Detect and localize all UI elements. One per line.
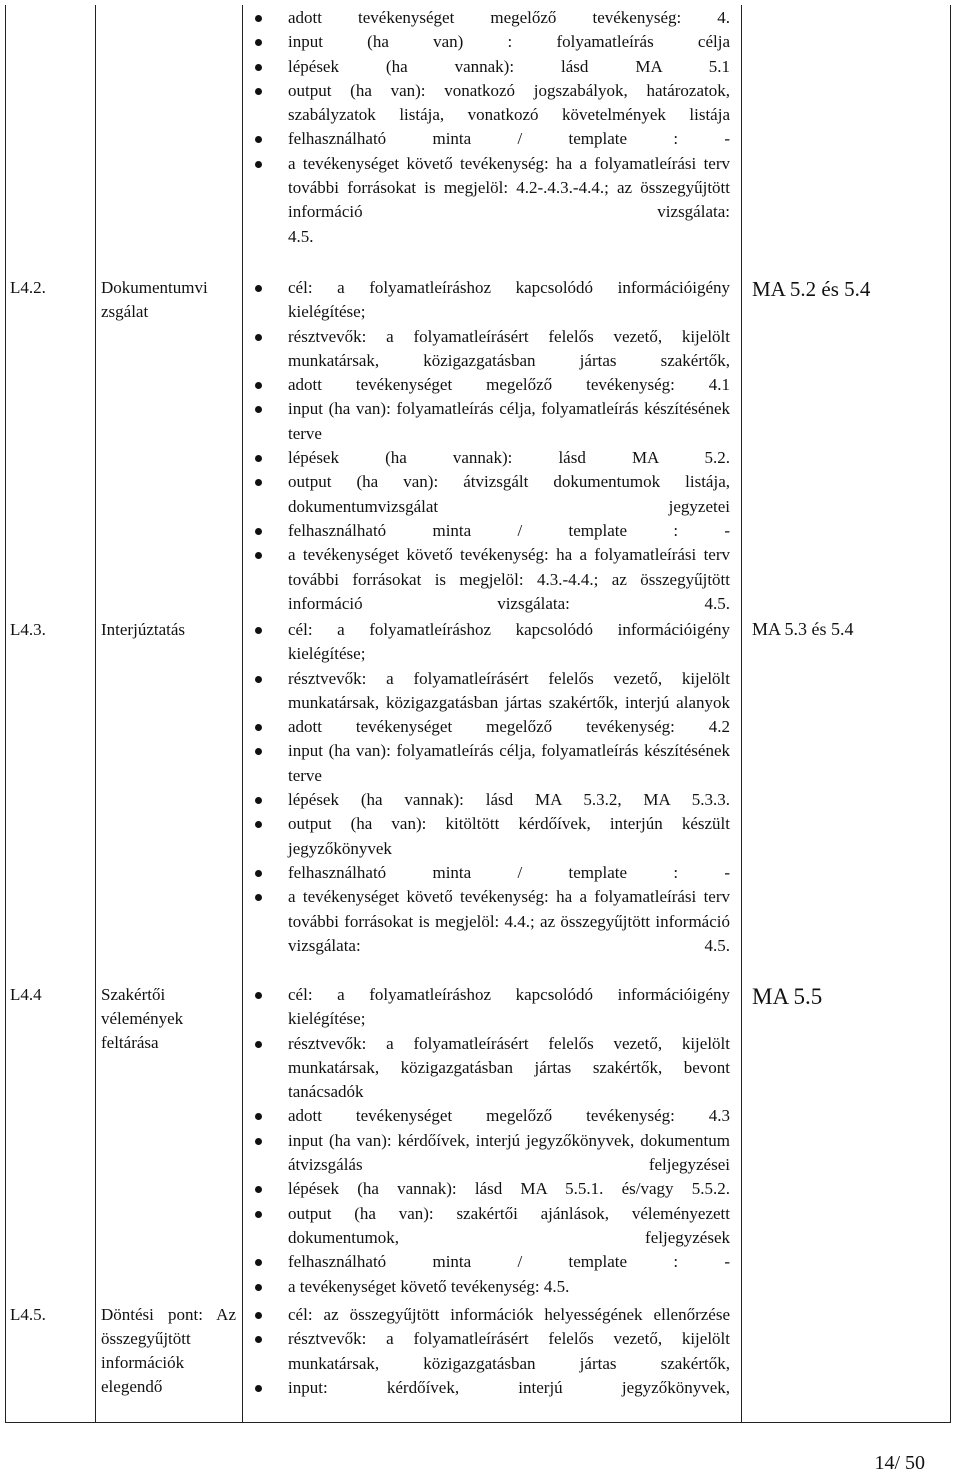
row-id: L4.4 <box>10 985 42 1004</box>
list-item: output (ha van): vonatkozó jogszabályok, határozatok, szabályzatok listája, vonatkozó követelmények listája <box>252 79 730 128</box>
list-item: felhasználható minta / template : - <box>252 861 730 885</box>
list-item: adott tevékenységet megelőző tevékenység: 4.1 <box>252 373 730 397</box>
table-border-left <box>5 5 6 1423</box>
row-id: L4.3. <box>10 620 46 639</box>
list-item: lépések (ha vannak): lásd MA 5.3.2, MA 5.3.3. <box>252 788 730 812</box>
row-name: Dokumentumvi zsgálat <box>101 278 208 321</box>
list-item: résztvevők: a folyamatleírásért felelős vezető, kijelölt munkatársak, közigazgatásban jártas szakértők, interjú alanyok <box>252 667 730 716</box>
list-item: input (ha van) : folyamatleírás célja <box>252 30 730 54</box>
list-item: input (ha van): folyamatleírás célja, folyamatleírás készítésének terve <box>252 397 730 446</box>
list-item: cél: az összegyűjtött információk helyességének ellenőrzése <box>252 1303 730 1327</box>
list-item: input: kérdőívek, interjú jegyzőkönyvek, <box>252 1376 730 1400</box>
row-name: Szakértői vélemények feltárása <box>101 985 184 1052</box>
list-item: adott tevékenységet megelőző tevékenység: 4. <box>252 6 730 30</box>
row-name: Interjúztatás <box>101 620 186 639</box>
list-item: a tevékenységet követő tevékenység: ha a folyamatleírási terv további forrásokat is megjelöl: 4.3.-4.4.; az összegyűjtött információ vizsgálata: 4.5. <box>252 543 730 616</box>
table-border-bottom <box>5 1422 951 1423</box>
list-item: résztvevők: a folyamatleírásért felelős vezető, kijelölt munkatársak, közigazgatásban jártas szakértők, <box>252 1327 730 1376</box>
section-3-items <box>252 983 730 1299</box>
list-item: lépések (ha vannak): lásd MA 5.1 <box>252 55 730 79</box>
list-item: cél: a folyamatleíráshoz kapcsolódó információigény kielégítése; <box>252 618 730 667</box>
row-id: L4.2. <box>10 278 46 297</box>
section-1-items <box>252 276 730 616</box>
list-item: adott tevékenységet megelőző tevékenység: 4.3 <box>252 1104 730 1128</box>
list-item: input (ha van): kérdőívek, interjú jegyzőkönyvek, dokumentum átvizsgálás feljegyzései <box>252 1129 730 1178</box>
list-item: lépések (ha vannak): lásd MA 5.2. <box>252 446 730 470</box>
list-item: felhasználható minta / template : - <box>252 519 730 543</box>
list-item: felhasználható minta / template : - <box>252 127 730 151</box>
list-item: cél: a folyamatleíráshoz kapcsolódó információigény kielégítése; <box>252 983 730 1032</box>
list-item: output (ha van): kitöltött kérdőívek, interjún készült jegyzőkönyvek <box>252 812 730 861</box>
list-item: input (ha van): folyamatleírás célja, folyamatleírás készítésének terve <box>252 739 730 788</box>
section-4-items <box>252 1303 730 1400</box>
column-divider-name <box>242 5 243 1423</box>
section-2-items <box>252 618 730 958</box>
list-item: 4.5. <box>288 226 314 246</box>
table-border-right <box>950 5 951 1423</box>
row-name: Döntési pont: Az összegyűjtött információk elegendő <box>101 1305 236 1396</box>
row-reference: MA 5.3 és 5.4 <box>752 619 854 639</box>
page-number: 14/ 50 <box>874 1452 925 1474</box>
row-reference: MA 5.2 és 5.4 <box>752 277 871 301</box>
list-item: output (ha van): szakértői ajánlások, véleményezett dokumentumok, feljegyzések <box>252 1202 730 1251</box>
list-item: résztvevők: a folyamatleírásért felelős vezető, kijelölt munkatársak, közigazgatásban jártas szakértők, bevont tanácsadók <box>252 1032 730 1105</box>
list-item: résztvevők: a folyamatleírásért felelős vezető, kijelölt munkatársak, közigazgatásban jártas szakértők, <box>252 325 730 374</box>
list-item: felhasználható minta / template : - <box>252 1250 730 1274</box>
column-divider-content <box>741 5 742 1423</box>
section-0-items <box>252 6 730 249</box>
row-id: L4.5. <box>10 1305 46 1324</box>
list-item: adott tevékenységet megelőző tevékenység: 4.2 <box>252 715 730 739</box>
row-reference: MA 5.5 <box>752 984 823 1009</box>
list-item: a tevékenységet követő tevékenység: ha a folyamatleírási terv további forrásokat is megjelöl: 4.2-.4.3.-4.4.; az összegyűjtött információ vizsgálata: <box>252 152 730 225</box>
list-item: cél: a folyamatleíráshoz kapcsolódó információigény kielégítése; <box>252 276 730 325</box>
list-item: output (ha van): átvizsgált dokumentumok listája, dokumentumvizsgálat jegyzetei <box>252 470 730 519</box>
list-item: a tevékenységet követő tevékenység: 4.5. <box>252 1275 730 1299</box>
list-item: a tevékenységet követő tevékenység: ha a folyamatleírási terv további forrásokat is megjelöl: 4.4.; az összegyűjtött információ vizsgálata: 4.5. <box>252 885 730 958</box>
list-item: lépések (ha vannak): lásd MA 5.5.1. és/vagy 5.5.2. <box>252 1177 730 1201</box>
column-divider-id <box>95 5 96 1423</box>
